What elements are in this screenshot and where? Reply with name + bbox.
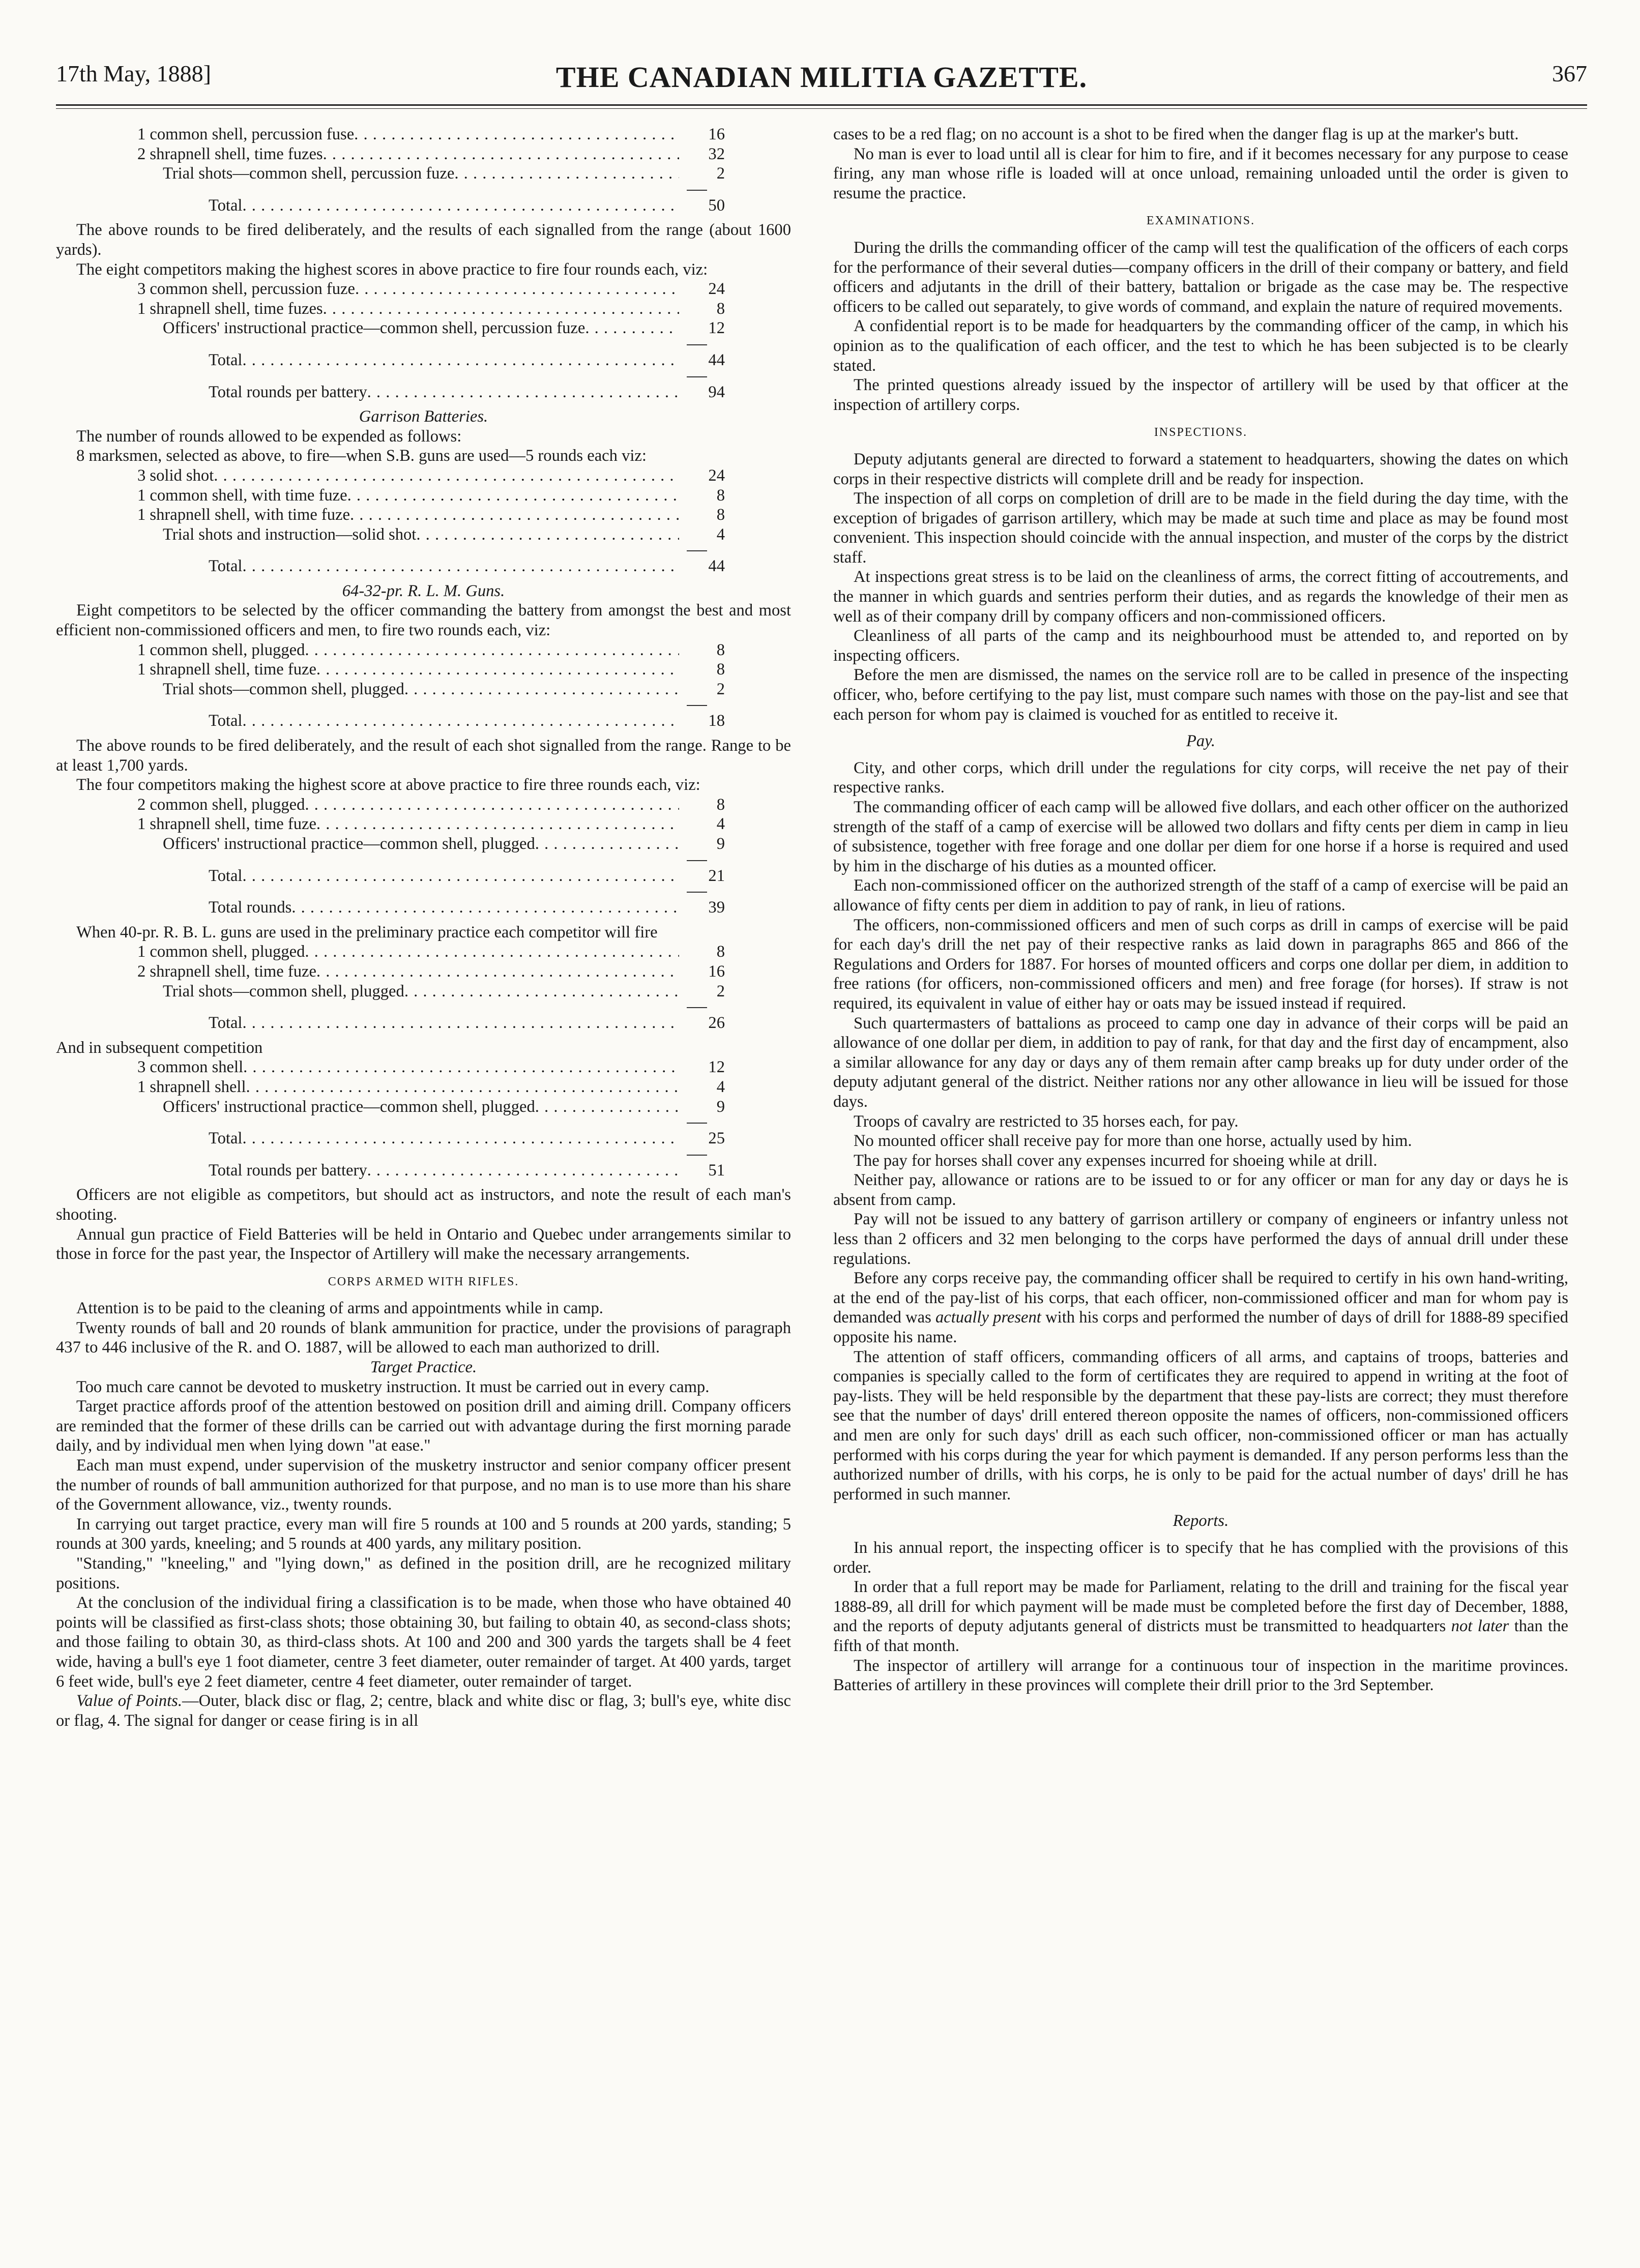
sum-rule [687, 344, 707, 345]
leader-dots [404, 982, 679, 1002]
leader-dots [416, 525, 679, 545]
paragraph: Troops of cavalry are restricted to 35 horses each, for pay. [854, 1112, 1239, 1131]
ammo-label: 2 common shell, plugged [137, 795, 305, 814]
paragraph-text: than the fifth of that month. [833, 1617, 1568, 1655]
ammo-row [209, 382, 725, 402]
paragraph: In carrying out target practice, every man will fire 5 rounds at 100 and 5 rounds at 200 yards, standing; 5 rounds at 300 yards, kneeling; and 5 rounds at 400 yards, any military position. [56, 1515, 791, 1553]
ammo-row [137, 814, 725, 834]
subheading: And in subsequent competition [56, 1038, 263, 1057]
run-in-heading: Value of Points. [76, 1692, 182, 1711]
leader-dots [323, 144, 679, 164]
section-heading: INSPECTIONS. [1154, 426, 1248, 439]
sum-rule [687, 190, 707, 191]
right-column [833, 125, 1568, 1695]
ammo-label: 2 shrapnell shell, time fuze [137, 962, 316, 981]
leader-dots [347, 486, 679, 506]
paragraph: Neither pay, allowance or rations are to be issued to or for any officer or man for any day or days he is absent from camp. [833, 1171, 1568, 1209]
ammo-list-1 [56, 125, 791, 184]
paragraph: The officers, non-commissioned officers and men of such corps as drill in camps of exercise will be paid for each day's drill the net pay of their respective ranks as laid down in paragraphs 865 and 866 of the Regulations and Orders for 1887. For horses of mounted officers and corps one dollar per diem, in addition to free rations (for officers, non-commissioned officers and men) and free forage (for horses). If straw is not required, its equivalent in value of either hay or oats may be issued instead if required. [833, 916, 1568, 1013]
ammo-row [163, 982, 725, 1002]
section-heading: 64-32-pr. R. L. M. Guns. [342, 581, 505, 600]
paragraph: Pay will not be issued to any battery of garrison artillery or company of engineers or infantry unless not less than 2 officers and 32 men belonging to the corps have performed the days of annual drill under these regulations. [833, 1210, 1568, 1268]
emphasis: actually present [935, 1308, 1041, 1327]
ammo-list-6 [56, 942, 791, 1001]
sum-rule [687, 860, 707, 861]
paragraph: Officers are not eligible as competitors, but should act as instructors, and note the result of each man's shooting. [56, 1186, 791, 1224]
leader-dots [355, 279, 679, 299]
paragraph: At the conclusion of the individual firing a classification is to be made, when those who have obtained 40 points will be classified as first-class shots; those obtaining 30, but failing to obtain 40, as second-class shots; and those failing to obtain 30, as third-class shots. At 100 and 200 and 300 yards the targets shall be 4 feet wide, having a bull's eye 1 foot diameter, centre 3 feet diameter, outer remainder of target. At 400 yards, target 6 feet wide, bull's eye 2 feet diameter, centre 4 feet diameter, outer remainder of target. [56, 1594, 791, 1691]
leader-dots [454, 164, 679, 184]
sum-rule [687, 705, 707, 706]
paragraph: During the drills the commanding officer of the camp will test the qualification of the officers of each corps for the performance of their several duties—company officers in the drill of their company or battery, and field officers and adjutants in the drill of their battery, battalion or brigade as the case may be. The respective officers to be called out separately, to give words of command, and explain the nature of required movements. [833, 238, 1568, 316]
paragraph: Eight competitors to be selected by the officer commanding the battery from amongst the best and most efficient non-commissioned officers and men, to fire two rounds each, viz: [56, 601, 791, 640]
ammo-count: 16 [708, 125, 725, 143]
ammo-count: 94 [708, 382, 725, 401]
ammo-grand-total-2 [56, 382, 791, 402]
ammo-count: 24 [708, 280, 725, 299]
ammo-label: Total [209, 866, 243, 885]
ammo-total-1 [56, 196, 791, 216]
ammo-count: 18 [708, 712, 725, 730]
leader-dots [316, 962, 679, 982]
leader-dots [246, 1077, 679, 1097]
leader-dots [323, 299, 679, 319]
ammo-total-4 [56, 711, 791, 731]
ammo-label: 1 common shell, plugged [137, 640, 305, 659]
ammo-count: 8 [716, 942, 725, 961]
ammo-grand-total-7 [56, 1161, 791, 1181]
ammo-count: 9 [716, 1097, 725, 1116]
leader-dots [242, 350, 679, 370]
ammo-count: 8 [716, 640, 725, 659]
paragraph: Twenty rounds of ball and 20 rounds of blank ammunition for practice, under the provisions of paragraph 437 to 446 inclusive of the R. and O. 1887, will be allowed to each man authorized to drill. [56, 1318, 791, 1357]
ammo-label: Total [209, 712, 243, 730]
ammo-label: 1 shrapnell shell, with time fuze [137, 506, 350, 524]
ammo-label: 1 common shell, plugged [137, 942, 305, 961]
section-heading: EXAMINATIONS. [1146, 214, 1255, 228]
ammo-row [137, 1057, 725, 1077]
ammo-count: 12 [708, 319, 725, 338]
ammo-label: 2 shrapnell shell, time fuzes [137, 144, 323, 163]
leader-dots [305, 942, 679, 962]
paragraph: The printed questions already issued by the inspector of artillery will be used by that officer at the inspection of artillery corps. [833, 376, 1568, 414]
ammo-list-5 [56, 795, 791, 854]
ammo-row [163, 1097, 725, 1117]
emphasis: not later [1451, 1617, 1509, 1636]
leader-dots [242, 1129, 679, 1148]
ammo-row [137, 795, 725, 815]
ammo-row [163, 164, 725, 184]
ammo-count: 12 [708, 1058, 725, 1077]
ammo-label: 1 common shell, percussion fuse [137, 125, 355, 143]
ammo-list-7 [56, 1057, 791, 1116]
ammo-label: Total rounds [209, 898, 292, 917]
ammo-label: Officers' instructional practice—common shell, plugged [163, 835, 535, 853]
ammo-row [137, 144, 725, 164]
ammo-row [137, 505, 725, 525]
paragraph: Too much care cannot be devoted to musketry instruction. It must be carried out in every camp. [76, 1377, 710, 1396]
paragraph: Before the men are dismissed, the names on the service roll are to be called in presence of the inspecting officer, who, before certifying to the pay list, must compare such names with those on the pay-list and see that each person for whom pay is claimed is vouched for as entitled to receive it. [833, 666, 1568, 724]
ammo-label: Trial shots—common shell, plugged [163, 982, 404, 1000]
ammo-count: 44 [708, 350, 725, 369]
ammo-row [137, 486, 725, 506]
section-heading: Reports. [1173, 1512, 1229, 1530]
ammo-label: Trial shots—common shell, percussion fuze [163, 164, 455, 183]
sum-rule [687, 376, 707, 377]
paragraph: At inspections great stress is to be laid on the cleanliness of arms, the correct fitting of accoutrements, and the manner in which guards and sentries perform their duties, and as regards the knowledge of their men as well as of their company drill by company officers and non-commissioned officers. [833, 568, 1568, 626]
ammo-count: 16 [708, 962, 725, 981]
ammo-count: 8 [716, 660, 725, 679]
ammo-count: 9 [716, 835, 725, 853]
ammo-label: Officers' instructional practice—common shell, plugged [163, 1097, 535, 1116]
leader-dots [350, 505, 679, 525]
paragraph [56, 1691, 791, 1730]
ammo-total-6 [56, 1013, 791, 1033]
ammo-count: 8 [716, 795, 725, 814]
leader-dots [585, 318, 679, 338]
ammo-total-2 [56, 350, 791, 370]
ammo-count: 8 [716, 506, 725, 524]
header-rule-thin [56, 108, 1587, 109]
paragraph-text: Before any corps receive pay, the commanding officer shall be required to certify in his own hand-writing, at the end of the pay-list of his corps, that each officer, non-commissioned officer and man for whom pay is demanded was [833, 1269, 1568, 1327]
ammo-row [209, 350, 725, 370]
ammo-row [137, 660, 725, 680]
ammo-count: 51 [708, 1161, 725, 1180]
leader-dots [214, 466, 679, 486]
paragraph: The pay for horses shall cover any expenses incurred for shoeing while at drill. [854, 1151, 1378, 1170]
paragraph: The number of rounds allowed to be expended as follows: [76, 427, 462, 446]
paragraph: City, and other corps, which drill under the regulations for city corps, will receive the net pay of their respective ranks. [833, 758, 1568, 797]
publication-title: THE CANADIAN MILITIA GAZETTE. [555, 61, 1088, 94]
leader-dots [243, 1057, 679, 1077]
ammo-row [137, 279, 725, 299]
paragraph: Such quartermasters of battalions as proceed to camp one day in advance of their corps will be paid an allowance of one dollar per diem, in addition to pay of rank, for that day and the first day of encampment, also a similar allowance for any day or days any of them remain after camp breaks up for duty under order of the deputy adjutant general of the district. Neither rations nor any other allowance in lieu will be issued for those days. [833, 1014, 1568, 1111]
sum-rule [687, 1007, 707, 1008]
ammo-total-5 [56, 866, 791, 886]
paragraph: Each non-commissioned officer on the authorized strength of the staff of a camp of exercise will be paid an allowance of fifty cents per diem in addition to pay of rank, in lieu of rations. [833, 876, 1568, 915]
paragraph: Cleanliness of all parts of the camp and its neighbourhood must be attended to, and reported on by inspecting officers. [833, 627, 1568, 665]
sum-rule [687, 550, 707, 551]
ammo-label: Trial shots and instruction—solid shot [163, 525, 417, 544]
paragraph: No mounted officer shall receive pay for more than one horse, actually used by him. [854, 1132, 1412, 1151]
leader-dots [367, 1161, 679, 1181]
ammo-row [163, 834, 725, 854]
leader-dots [367, 382, 679, 402]
section-heading: Garrison Batteries. [359, 407, 488, 426]
ammo-count: 50 [708, 196, 725, 215]
section-heading: Pay. [1186, 732, 1215, 751]
leader-dots [535, 1097, 679, 1117]
ammo-label: 1 shrapnell shell, time fuzes [137, 299, 323, 318]
paragraph: The four competitors making the highest score at above practice to fire three rounds each, viz: [76, 776, 700, 794]
paragraph: The above rounds to be fired deliberately, and the results of each signalled from the range (about 1600 yards). [56, 221, 791, 259]
ammo-count: 4 [716, 525, 725, 544]
ammo-count: 32 [708, 144, 725, 163]
leader-dots [316, 814, 679, 834]
issue-date: 17th May, 1888] [56, 61, 211, 86]
paragraph [833, 1269, 1568, 1347]
paragraph: Each man must expend, under supervision of the musketry instructor and senior company officer present the number of rounds of ball ammunition authorized for that purpose, and no man is to use more than his share of the Government allowance, viz., twenty rounds. [56, 1456, 791, 1514]
paragraph [833, 1577, 1568, 1656]
section-heading: Target Practice. [370, 1358, 477, 1377]
paragraph: The above rounds to be fired deliberately, and the result of each shot signalled from the range. Range to be at least 1,700 yards. [56, 737, 791, 775]
ammo-label: Total [209, 1014, 243, 1033]
ammo-row [209, 711, 725, 731]
paragraph: cases to be a red flag; on no account is a shot to be fired when the danger flag is up at the marker's butt. [833, 125, 1519, 143]
ammo-count: 21 [708, 866, 725, 885]
leader-dots [305, 795, 679, 815]
ammo-total-7 [56, 1129, 791, 1148]
ammo-count: 44 [708, 557, 725, 576]
ammo-label: 3 common shell, percussion fuze [137, 280, 355, 299]
ammo-count: 4 [716, 1077, 725, 1096]
ammo-row [209, 1129, 725, 1148]
leader-dots [404, 680, 679, 699]
paragraph: The attention of staff officers, commanding officers of all arms, and captains of troops, batteries and companies is specially called to the form of certificates they are required to append in writing at the foot of pay-lists. They will be held responsible by the department that these pay-lists are correct; they must therefore see that the number of days' drill entered thereon opposite the names of officers, non-commissioned officers and men are only for such days' drill as each such officer, non-commissioned officer or man has actually performed with his corps during the year for which payment is demanded. If any person performs less than the authorized number of drills, with his corps, he is only to be paid for the actual number of days' drill he has performed in such manner. [833, 1347, 1568, 1504]
ammo-count: 39 [708, 898, 725, 917]
ammo-count: 8 [716, 299, 725, 318]
section-heading: CORPS ARMED WITH RIFLES. [328, 1275, 519, 1288]
ammo-list-4 [56, 640, 791, 699]
paragraph: Target practice affords proof of the attention bestowed on position drill and aiming drill. Company officers are reminded that the former of these drills can be carried out with advantage during the first morning parade daily, and by individual men when lying down "at ease." [56, 1397, 791, 1455]
ammo-row [209, 1013, 725, 1033]
paragraph: In his annual report, the inspecting officer is to specify that he has complied with the provisions of this order. [833, 1538, 1568, 1577]
page-number: 367 [1552, 61, 1587, 86]
leader-dots [291, 898, 679, 918]
header-rule [56, 104, 1587, 106]
paragraph: The eight competitors making the highest scores in above practice to fire four rounds each, viz: [76, 260, 708, 279]
sum-rule [687, 1123, 707, 1124]
paragraph: "Standing," "kneeling," and "lying down," as defined in the position drill, are he recognized military positions. [56, 1554, 791, 1593]
ammo-row [137, 299, 725, 319]
paragraph: The inspection of all corps on completion of drill are to be made in the field during the day time, with the exception of brigades of garrison artillery, which may be made at such time and place as may be found most convenient. This inspection should coincide with the annual inspection, and muster of the corps by the district staff. [833, 489, 1568, 567]
ammo-count: 2 [716, 164, 725, 183]
sum-rule [687, 1155, 707, 1156]
leader-dots [242, 866, 679, 886]
paragraph: Annual gun practice of Field Batteries will be held in Ontario and Quebec under arrangements similar to those in force for the past year, the Inspector of Artillery will make the necessary arrangements. [56, 1225, 791, 1263]
ammo-row [137, 942, 725, 962]
ammo-label: 3 solid shot [137, 466, 214, 485]
ammo-row [137, 640, 725, 660]
paragraph: Deputy adjutants general are directed to forward a statement to headquarters, showing the dates on which corps in their respective districts will complete drill and be ready for inspection. [833, 450, 1568, 488]
leader-dots [305, 640, 679, 660]
ammo-label: Total rounds per battery [209, 1161, 367, 1180]
ammo-grand-total-5 [56, 898, 791, 918]
leader-dots [316, 660, 679, 680]
paragraph-text: —Outer, black disc or flag, 2; centre, black and white disc or flag, 3; bull's eye, white disc or flag, 4. The signal for danger or cease firing is in all [56, 1692, 791, 1730]
ammo-row [209, 556, 725, 576]
ammo-row [209, 1161, 725, 1181]
paragraph: When 40-pr. R. B. L. guns are used in the preliminary practice each competitor will fire [76, 923, 658, 941]
leader-dots [535, 834, 679, 854]
ammo-row [137, 125, 725, 144]
ammo-label: Officers' instructional practice—common shell, percussion fuze [163, 319, 585, 338]
ammo-count: 4 [716, 815, 725, 834]
paragraph: 8 marksmen, selected as above, to fire—when S.B. guns are used—5 rounds each viz: [76, 447, 647, 465]
paragraph: The inspector of artillery will arrange for a continuous tour of inspection in the maritime provinces. Batteries of artillery in these provinces will complete their drill prior to the 3rd September. [833, 1656, 1568, 1695]
ammo-row [209, 898, 725, 918]
ammo-label: Total [209, 350, 243, 369]
ammo-label: 1 shrapnell shell [137, 1077, 246, 1096]
ammo-count: 24 [708, 466, 725, 485]
leader-dots [242, 711, 679, 731]
paragraph-text: In order that a full report may be made for Parliament, relating to the drill and training for the fiscal year 1888-89, all drill for which payment will be made must be completed before the first day of December, 1888, and the reports of deputy adjutants general of districts must be transmitted to headquarters [833, 1578, 1568, 1636]
ammo-row [137, 962, 725, 982]
ammo-row [209, 196, 725, 216]
ammo-row [163, 680, 725, 699]
ammo-label: Total [209, 1129, 243, 1148]
leader-dots [242, 556, 679, 576]
paragraph: No man is ever to load until all is clear for him to fire, and if it becomes necessary for any purpose to cease firing, any man whose rifle is loaded will at once unload, remaining unloaded until the order is given to resume the practice. [833, 144, 1568, 202]
ammo-row [137, 1077, 725, 1097]
ammo-row [163, 318, 725, 338]
ammo-label: Trial shots—common shell, plugged [163, 680, 404, 698]
page-header [56, 51, 1587, 102]
ammo-row [209, 866, 725, 886]
ammo-label: Total [209, 557, 243, 576]
ammo-count: 26 [708, 1014, 725, 1033]
sum-rule [687, 892, 707, 893]
paragraph: A confidential report is to be made for headquarters by the commanding officer of the camp, in which his opinion as to the qualification of each officer, and the test to which he has been subjected is to be clearly stated. [833, 317, 1568, 375]
paragraph: The commanding officer of each camp will be allowed five dollars, and each other officer on the authorized strength of the staff of a camp of exercise will be allowed two dollars and fifty cents per diem in camp in lieu of subsistence, together with free forage and one dollar per diem for one horse if a horse is required and used by him in the discharge of his duties as a mounted officer. [833, 798, 1568, 875]
ammo-list-2 [56, 279, 791, 338]
ammo-count: 25 [708, 1129, 725, 1148]
ammo-label: 1 common shell, with time fuze [137, 486, 347, 505]
ammo-total-3 [56, 556, 791, 576]
leader-dots [354, 125, 679, 144]
ammo-label: Total [209, 196, 243, 215]
ammo-label: 3 common shell [137, 1058, 244, 1077]
ammo-count: 2 [716, 982, 725, 1000]
ammo-row [163, 525, 725, 545]
left-column [56, 125, 791, 1730]
ammo-label: 1 shrapnell shell, time fuze [137, 815, 316, 834]
leader-dots [242, 1013, 679, 1033]
ammo-row [137, 466, 725, 486]
ammo-count: 2 [716, 680, 725, 698]
ammo-label: 1 shrapnell shell, time fuze [137, 660, 316, 679]
paragraph-text: with his corps and performed the number of days of drill for 1888-89 specified opposite his name. [833, 1308, 1568, 1347]
paragraph: Attention is to be paid to the cleaning of arms and appointments while in camp. [76, 1299, 603, 1318]
ammo-list-3 [56, 466, 791, 544]
leader-dots [242, 196, 679, 216]
ammo-label: Total rounds per battery [209, 382, 367, 401]
ammo-count: 8 [716, 486, 725, 505]
